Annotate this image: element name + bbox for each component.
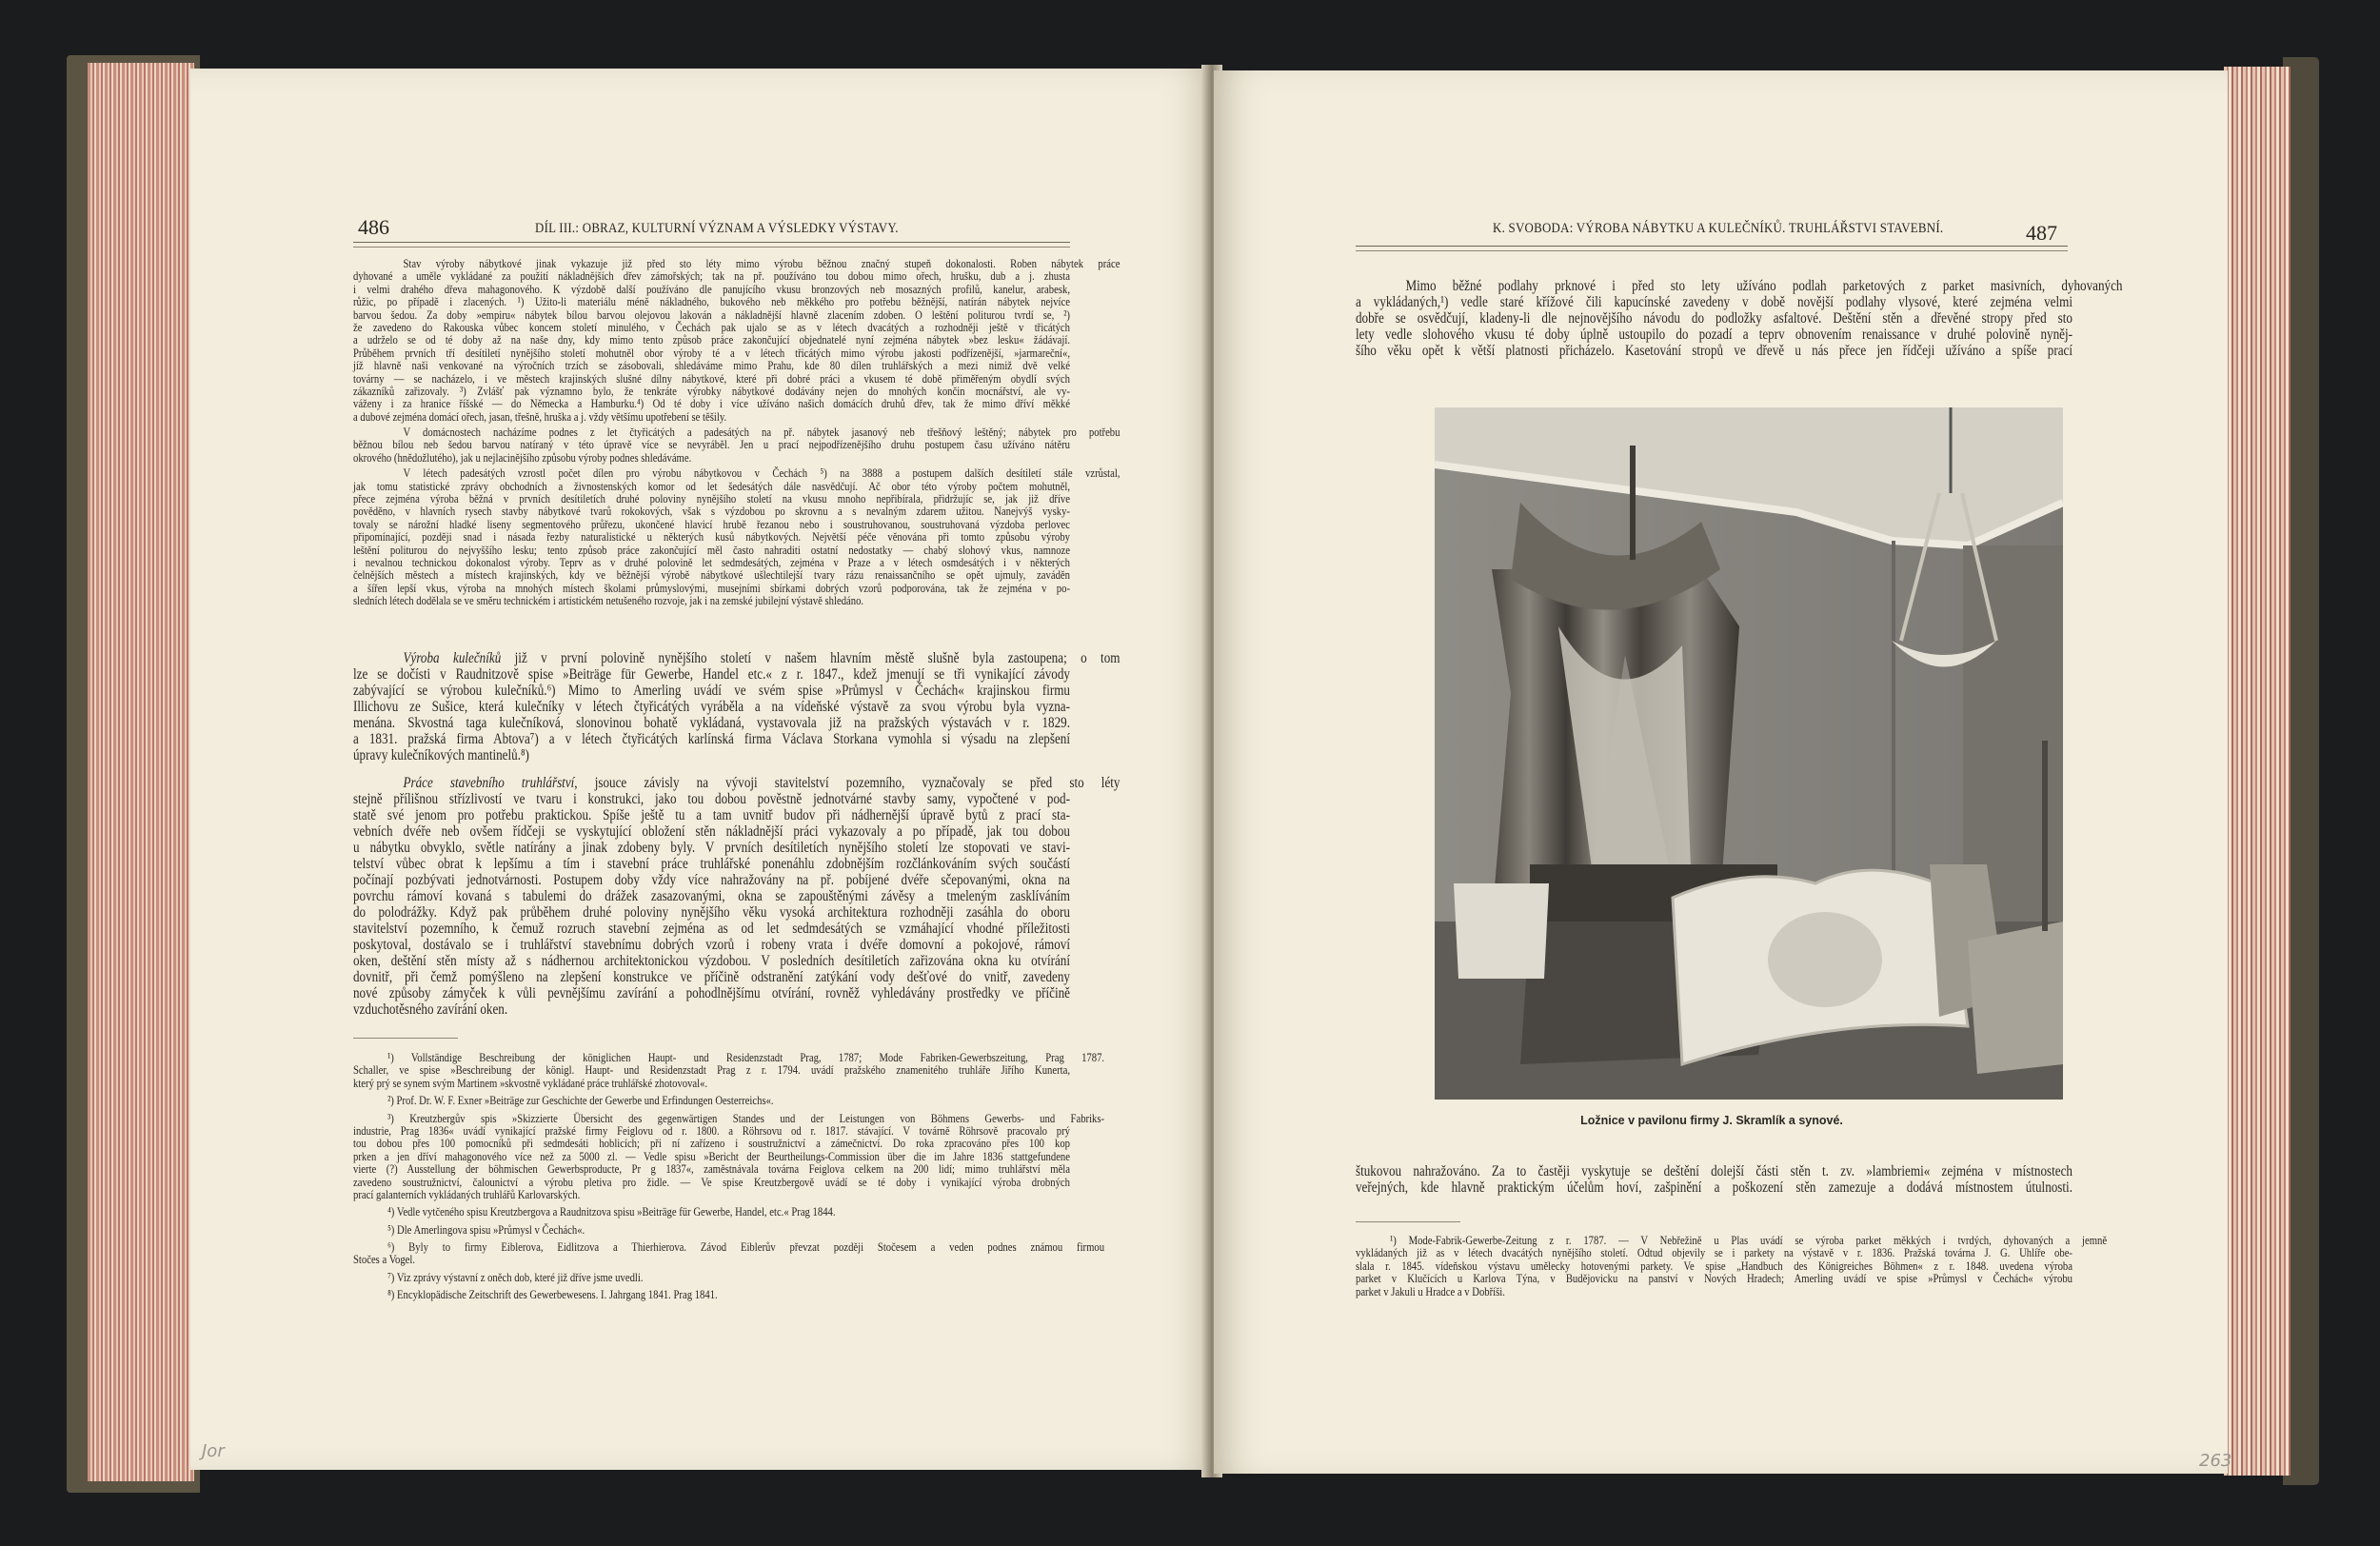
paragraph: [353, 1050, 1105, 1090]
text-line: Mimo běžné podlahy prknové i před sto lety užíváno podlah parketových z parket masivních, dyhovaných: [1405, 278, 2123, 294]
text-line: šího věku opět k větší platnosti přicházelo. Kasetování stropů ve dřevě u nás přece jen řídčeji užíváno a spíše prací: [1356, 343, 2073, 359]
text-line: tovaly se nárožní hladké liseny segmentového průřezu, ukončené hlavicí hrubě řezanou nebo i soustruhovanou, soustruhovaná výzdoba perlovec: [353, 516, 1070, 531]
text-line: pověděno, v hlavních rysech stavby nábytkové tvarů rokokových, však s výzdobou po skrovnu a s nevalným zdarem užitou. Nanejvýš vysky-: [353, 504, 1070, 519]
footnote-rule-left: [353, 1038, 458, 1039]
text-line: oken, deštění stěn místy až s nádhernou architektonickou výzdobou. V posledních desítiletích zařizována okna ku otvírání: [353, 953, 1070, 969]
text-line: vzduchotěsného zavírání oken.: [353, 1001, 508, 1018]
paragraph: [353, 1223, 1070, 1236]
text-line: přece zejména výroba běžná v prvních desítiletích druhé poloviny nynějšího století na vkusu mnoho nepřibírala, přidržujíc se, jak již dříve: [353, 491, 1070, 506]
body-text-right-top: [1356, 278, 2123, 370]
text-line: i velmi drahého dřeva mahagonového. K výzdobě další používáno dle panujícího vkusu bronzových neb mosazných profilů, kanelur, arabesk,: [353, 281, 1070, 296]
text-line: ⁵) Dle Amerlingova spisu »Průmysl v Čechách«.: [387, 1221, 585, 1237]
text-line: do polodrážky. Když pak průběhem druhé poloviny nynějšího věku vysoká architektura rozhodněji zasáhla do oboru: [353, 904, 1070, 921]
text-line: zabývající se výrobou kulečníků.⁶) Mimo to Amerling uvádí ve svém spise »Průmysl v Čechách« krajinskou firmu: [353, 683, 1070, 699]
text-line: Stav výroby nábytkové jinak vykazuje již před sto léty mimo výrobu běžnou značný stupeň dokonalosti. Roben nábytek práce: [403, 256, 1121, 270]
page-number-right: 487: [2026, 221, 2057, 245]
text-line: ⁸) Encyklopädische Zeitschrift des Gewerbewesens. I. Jahrgang 1841. Prag 1841.: [387, 1287, 718, 1302]
header-rule-left: [353, 242, 1070, 248]
paragraph: [353, 1271, 1070, 1283]
text-line: čelnějších městech a místech krajinských, kdy ve běžnější výrobě nábytkové ušlechtilejší tvary rázu renaissančního se opět ujmuly, zaváděn: [353, 567, 1070, 583]
text-line: Průběhem prvních tří desítiletí nynějšího století mohutněl obor výroby té a v létech třicátých mimo výrobu jakosti podřízenější, »jarmareční«,: [353, 345, 1070, 360]
text-line: jak tomu statistické zprávy obchodních a živnostenských komor od let šedesátých dále nasvědčují. Ač obor této výroby počtem mohutněl,: [353, 478, 1070, 493]
text-line: leštění politurou do nejvyššího lesku; tento způsob práce zakončující měl často nahraditi ostatní nedostatky — chabý slohový vkus, namnoze: [353, 542, 1070, 557]
text-line: lety vedle slohového vkusu té doby úplně ustoupilo do pozadí a teprv obnovením renaissance v druhé polovině nyněj-: [1356, 327, 2073, 343]
text-line: industrie, Prag 1836« uvádí vynikající pražské firmy Feiglovu od r. 1800. a Röhrsovu od r. 1817. stávající. V továrně Röhrsově pracovalo prý: [353, 1122, 1070, 1138]
paragraph: [353, 1205, 1070, 1218]
text-line: slala r. 1845. vídeňskou výstavu umělecky hotovenými parkety. Ve spise „Handbuch des Königreiches Böhmen« z r. 1848. uvedena výroba: [1356, 1258, 2073, 1273]
body-text-right-bottom: [1356, 1163, 2073, 1207]
text-run: , jsouce závisly na vývoji stavitelství pozemního, vyznačovaly se před sto léty: [574, 775, 1121, 791]
text-line: ⁴) Vedle vytčeného spisu Kreutzbergova a Raudnitzova spisu »Beiträge für Gewerbe, Handel, etc.« Prag 1844.: [387, 1204, 836, 1219]
italic-lead: Práce stavebního truhlářství: [403, 775, 575, 791]
text-line: továrny — se nacházelo, i ve městech krajinských slušné dílny nábytkové, které při dobré práci a vkusem té době přiměřeným obydlí svých: [353, 370, 1070, 386]
text-line: stavitelství pozemního, k čemuž rozruch stavební zejména as od let sedmdesátých se vzmáhající vhodné příležitosti: [353, 921, 1070, 937]
running-head-right: K. SVOBODA: VÝROBA NÁBYTKU A KULEČNÍKŮ. TRUHLÁŘSTVI STAVEBNÍ.: [1493, 221, 1944, 236]
text-line: že zavedeno do Rakouska vůbec koncem století minulého, v Čechách pak ujalo se as v létech dvacátých a rozhodněji ještě v třicátých: [353, 319, 1070, 334]
text-line: ⁷) Viz zprávy výstavní z oněch dob, které již dříve jsme uvedli.: [387, 1269, 644, 1284]
text-line: dovnitř, při čemž pomýšleno na zlepšení konstrukce ve příčině odstranění zatýkání vody dešťové do vnitř, zavedeny: [353, 969, 1070, 985]
text-line: Schaller, ve spise »Beschreibung der königl. Haupt- und Residenzstadt Prag z r. 1794. uvádí pražského znamenitého truhláře Jiřího Kunerta,: [353, 1062, 1070, 1078]
paragraph: [1356, 278, 2123, 359]
text-line: zákazníků zařizovaly. ³) Zvlášť pak významno bylo, že tenkráte výrobky nábytkové dodávány nejen do mnohých končin mocnářství, ale vy-: [353, 383, 1070, 398]
text-line: připomínající, později snad i násada řezby naturalistické u některých kusů nábytkových. Největší péče věnována při tomto způsobu výroby: [353, 529, 1070, 545]
text-line: [353, 775, 1120, 791]
italic-lead: Výroba kulečníků: [403, 650, 502, 666]
text-line: a šířen lepší vkus, výroba na mnohých místech školami průmyslovými, musejními sbírkami dobrých vzorů podporována, tak že zejména v po-: [353, 580, 1070, 595]
pencil-note-right: 263: [2199, 1451, 2232, 1471]
paragraph: [353, 466, 1121, 608]
text-line: sledních létech dodělala se ve směru technickém i artistickém netušeného rozvoje, jak i na zemské jubilejní výstavě shledáno.: [353, 593, 864, 608]
text-line: prací galanterních vykládaných truhlářů Karlovarských.: [353, 1186, 581, 1201]
text-run: již v první polovině nynějšího století v našem hlavním městě slušně byla zastoupena; o tom: [501, 650, 1121, 666]
paragraph: [1356, 1163, 2073, 1196]
text-line: menána. Skvostná taga kulečníková, slonovinou bohatě vykládaná, vystavovala již na pražských výstavách v r. 1829.: [353, 715, 1070, 731]
text-line: stejně přílišnou střízlivostí ve tvaru i konstrukci, jako tou dobou pověstně jednotvárné stavby samy, vypočtené v pod-: [353, 791, 1070, 807]
figure-caption: Ložnice v pavilonu firmy J. Skramlík a synové.: [1580, 1114, 1843, 1127]
text-line: a dubové zejména domácí ořech, jasan, třešně, hruška a j. vždy většímu upotřebení se těšily.: [353, 408, 727, 424]
footnotes-right: [1356, 1233, 2108, 1302]
bedroom-photograph: [1435, 407, 2063, 1100]
paragraph: [353, 256, 1121, 424]
text-line: dyhované a uměle vykládané za použití nákladnějších dřev zámořských; tak na př. používáno tou dobou mimo ořech, hrušku, dub a j. zhusta: [353, 268, 1070, 284]
paragraph: [1356, 1233, 2108, 1298]
body-large-text-left: [353, 650, 1121, 1029]
text-line: ¹) Vollständige Beschreibung der königlichen Haupt- und Residenzstadt Prag, 1787; Mode Fabriken-Gewerbszeitung, Prag 1787.: [387, 1050, 1105, 1064]
text-line: telství vůbec obrat k lepšímu a tím i stavební práce truhlářské ponenáhlu zdobnějším rozčlánkováním svých součástí: [353, 856, 1070, 872]
text-line: dobře se osvědčují, kladeny-li dle nejnovějšího návodu do podložky asfaltové. Deštění stěn a dřevěné stropy před sto: [1356, 310, 2073, 327]
text-line: ⁶) Byly to firmy Eiblerova, Eidlitzova a Thierhierova. Závod Eiblerův převzat později Stočesem a veden podnes známou firmou: [387, 1239, 1105, 1255]
text-line: V létech padesátých vzrostl počet dílen pro výrobu nábytkovou v Čechách ⁵) na 3888 a postupem dalších desítiletí stále vzrůstal,: [403, 466, 1121, 481]
text-line: povrchu rámoví kovaná s tabulemi do drážek zasazovanými, okna se zapouštěnými závěsy a tmeleným zasklíváním: [353, 888, 1070, 904]
text-line: Stočes a Vogel.: [353, 1252, 416, 1267]
text-line: jíž hlavně naši venkované na výročních trzích se zásobovali, shledáváme mimo Prahu, kde 80 dílen truhlářských a mezi nimiž dvě velké: [353, 358, 1070, 373]
text-line: růžic, po případě i zlacených. ¹) Užito-li materiálu méně nákladného, bukového neb měkkého pro potřebu běžnější, natírán nábytek nejvíce: [353, 294, 1070, 309]
text-line: štukovou nahražováno. Za to častěji vyskytuje se deštění dolejší části stěn t. zv. »lambriemi« zejména v místnostech: [1356, 1163, 2073, 1179]
paragraph: [353, 1239, 1105, 1267]
text-line: běžnou bílou neb šedou barvou natíraný v této úpravě více se nevyráběl. Jen u prací nejpodřízenějšího druhu postupem času užíváno nátěru: [353, 437, 1070, 452]
text-line: ³) Kreutzbergův spis »Skizzierte Übersicht des gegenwärtigen Standes und der Leistungen von Böhmens Gewerbs- und Fabriks-: [387, 1110, 1105, 1125]
text-line: váženy i za hranice říšské — do Německa a Hamburku.⁴) Od té doby i více užíváno našich domácích druhů dřev, tak že mimo dříví měkké: [353, 396, 1070, 411]
text-line: ²) Prof. Dr. W. F. Exner »Beiträge zur Geschichte der Gewerbe und Erfindungen Oesterreichs«.: [387, 1093, 774, 1108]
text-line: Illichovu ze Sušice, která kulečníky v létech čtyřicátých vyráběla a na vídeňské výstavě za svou výrobu byla vyzna-: [353, 699, 1070, 715]
paragraph: [353, 650, 1121, 763]
text-line: a udrželo se od té doby až na naše dny, kdy mimo tento způsob práce zakončující objednatelé nyní zejména nábytek »bez lesku« žádávají.: [353, 332, 1070, 347]
text-line: veřejných, kde hlavně praktickým účelům hoví, zašpinění a poškození stěn zamezuje a dodává místnostem útulnosti.: [1356, 1179, 2073, 1196]
text-line: zavedeno soustružnictví, čalounictví a výrobu pletiva pro židle. — Ve spise Kreutzbergově uvádí se té doby i vynikající výroba drobných: [353, 1174, 1070, 1189]
photo-floor-lamp: [2042, 741, 2048, 931]
text-line: V domácnostech nacházíme podnes z let čtyřicátých a padesátých na př. nábytek jasanový neb třešňový leštěný; nábytek pro potřebu: [403, 425, 1121, 440]
paragraph: [353, 1288, 1070, 1300]
text-line: okrového (hnědožlutého), jak u nejlacinějšího způsobu výroby podnes shledáváme.: [353, 449, 692, 465]
text-line: [353, 650, 1120, 666]
running-head-left: DÍL III.: OBRAZ, KULTURNÍ VÝZNAM A VÝSLEDKY VÝSTAVY.: [535, 221, 899, 236]
text-line: parket v Jakuli u Hradce a v Dobříši.: [1356, 1283, 1505, 1298]
text-line: u nábytku obvyklo, světle natírány a jinak zdobeny byly. V prvních desítiletích nynějšího století lze stopovati ve stavi-: [353, 840, 1070, 856]
text-line: nové způsoby zámyček k vůli pevnějšímu zavírání a pohodlnějšímu otvírání, rovněž vyhledávány prostředky ve příčině: [353, 985, 1070, 1001]
footnote-rule-right: [1356, 1221, 1460, 1222]
text-line: i nevalnou technickou dokonalost výroby. Teprv as v druhé polovině let sedmdesátých, zejména v Praze a v létech osmdesátých i v některých: [353, 554, 1070, 569]
text-line: parket v Klučících u Karlova Týna, v Budějovicku na panství v Nových Hradech; Amerling uvádí ve spise »Průmysl v Čechách« výrobu: [1356, 1271, 2073, 1286]
text-line: který prý se synem svým Martinem »skvostně vykládané práce truhlářské zhotovoval«.: [353, 1075, 708, 1090]
text-line: vebních dvéře neb ovšem řídčeji se vyskytující obložení stěn nákladnější práci vykazovaly a po případě, jak tou dobou: [353, 823, 1070, 840]
body-small-text-left: [353, 256, 1121, 610]
paragraph: [353, 1110, 1105, 1201]
text-line: tou dobou přes 100 pomocníků při sedmdesáti hoblicích; při ní zařízeno i soustružnictví a zámečnictví. Do roka zpracováno přes 100 kop: [353, 1136, 1070, 1151]
text-line: úpravy kulečníkových mantinelů.⁸): [353, 747, 529, 763]
text-line: a 1831. pražská firma Abtova⁷) a v létech čtyřicátých karlínská firma Václava Storkana vymohla si výsadu na zlepšení: [353, 731, 1070, 747]
text-line: lze se dočísti v Raudnitzově spise »Beiträge für Gewerbe, Handel etc.« z r. 1847., kdež jmenují se tři vynikající závody: [353, 666, 1070, 683]
text-line: ¹) Mode-Fabrik-Gewerbe-Zeitung z r. 1787. — V Nebřežině u Plas uvádí se výroba parket měkkých i tvrdých, dyhovaných a jemně: [1390, 1233, 2108, 1247]
figure-photo-bedroom: [1435, 407, 2063, 1100]
paragraph: [353, 775, 1121, 1018]
text-line: barvou šedou. Za doby »empiru« nábytek bílou barvou olejovou lakován a nákladnější hlavně zlacením zdoben. O leštění politurou tvrdí se, ²): [353, 307, 1070, 322]
paragraph: [353, 425, 1121, 465]
footnotes-left: [353, 1050, 1105, 1306]
text-line: poskytoval, dostávalo se i truhlářství stavebnímu dobrých vzorů i robeny vrata i dvéře domovní a pokojové, rámoví: [353, 937, 1070, 953]
header-rule-right: [1356, 246, 2068, 251]
photo-sofa: [1968, 922, 2063, 1074]
page-edges-left: [88, 63, 194, 1481]
text-line: počínají pozbývati jednotvárnosti. Postupem doby vždy více nahražovány na př. pobíjené dvéře sčepovanými, okna na: [353, 872, 1070, 888]
text-line: vykládaných již as v létech dvacátých nynějšího století. Odtud objevily se i parkety na výstavě v r. 1836. Pražská továrna J. G. Uhlíře obe-: [1356, 1245, 2073, 1260]
photo-nightstand: [1454, 883, 1549, 979]
text-line: statě své jenom pro potřebu praktickou. Spíše ještě tu a tam uvnitř budov při nádhernější úpravě bytů z prací sta-: [353, 807, 1070, 823]
pencil-note-left: Jor: [202, 1441, 225, 1461]
text-line: a vykládaných,¹) vedle staré křížové čili kapucínské zavedeny v době novější podlahy vlysové, které zejména velmi: [1356, 294, 2073, 310]
paragraph: [353, 1094, 1070, 1106]
text-line: prken a jen dříví mahagonového více než za 5000 zl. — Vedle spisu »Bericht der Beurtheilungs-Commission über die im Jahre 1836 stattgefundene: [353, 1148, 1070, 1163]
page-number-left: 486: [358, 215, 389, 239]
text-line: vierte (?) Ausstellung der böhmischen Gewerbsproducte, Pr g 1837«, zaměstnávala továrna Feiglova celkem na 200 lidí; mimo truhlářství měla: [353, 1161, 1070, 1177]
page-edges-right: [2224, 67, 2291, 1476]
